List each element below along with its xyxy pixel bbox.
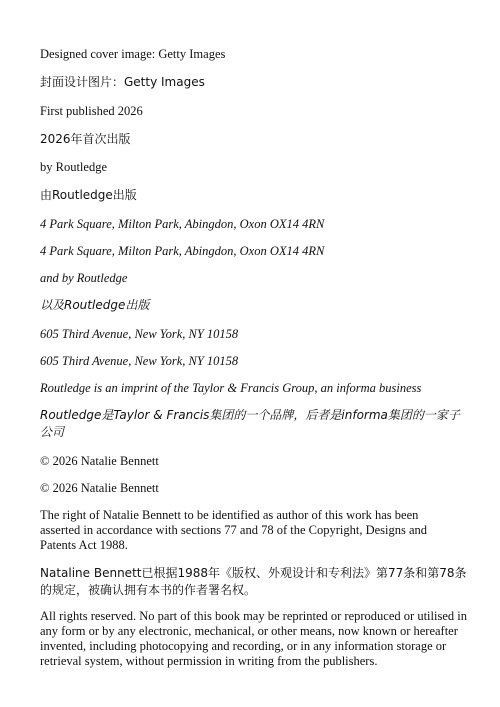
- moral-rights-en: The right of Natalie Bennett to be identified as author of this work has been asserted in accordance with sections 77 and 78 of the Copyright, Designs and Patents Act 1988.: [40, 508, 428, 552]
- moral-rights-zh: Nataline Bennett已根据1988年《版权、外观设计和专利法》第77条和第78条的规定，被确认拥有本书的作者署名权。: [40, 566, 467, 597]
- all-rights-reserved-en: All rights reserved. No part of this book may be reprinted or reproduced or utilised in any form or by any electronic, mechanical, or other means, now known or hereafter invented, including photocopying and recording, or in any information storage or retrieval system, without permission in writing from the publishers.: [40, 609, 467, 668]
- us-address-en: 605 Third Avenue, New York, NY 10158: [40, 327, 239, 341]
- publisher-by-en: by Routledge: [40, 160, 108, 174]
- imprint-statement-zh: Routledge是Taylor & Francis集团的一个品牌，后者是informa集团的一家子公司: [40, 408, 460, 439]
- cover-image-credit-en: Designed cover image: Getty Images: [40, 47, 226, 61]
- cover-image-credit-zh: 封面设计图片：Getty Images: [40, 75, 205, 89]
- and-by-zh: 以及Routledge出版: [40, 298, 150, 312]
- uk-address-zh: 4 Park Square, Milton Park, Abingdon, Oxon OX14 4RN: [40, 244, 325, 258]
- copyright-notice-2: © 2026 Natalie Bennett: [40, 481, 159, 495]
- us-address-zh: 605 Third Avenue, New York, NY 10158: [40, 354, 239, 368]
- publisher-by-zh: 由Routledge出版: [40, 188, 137, 202]
- imprint-statement-en: Routledge is an imprint of the Taylor & Francis Group, an informa business: [40, 381, 422, 395]
- copyright-notice-1: © 2026 Natalie Bennett: [40, 454, 159, 468]
- uk-address-en: 4 Park Square, Milton Park, Abingdon, Oxon OX14 4RN: [40, 217, 325, 231]
- first-published-en: First published 2026: [40, 104, 143, 118]
- and-by-en: and by Routledge: [40, 271, 128, 285]
- first-published-zh: 2026年首次出版: [40, 132, 131, 146]
